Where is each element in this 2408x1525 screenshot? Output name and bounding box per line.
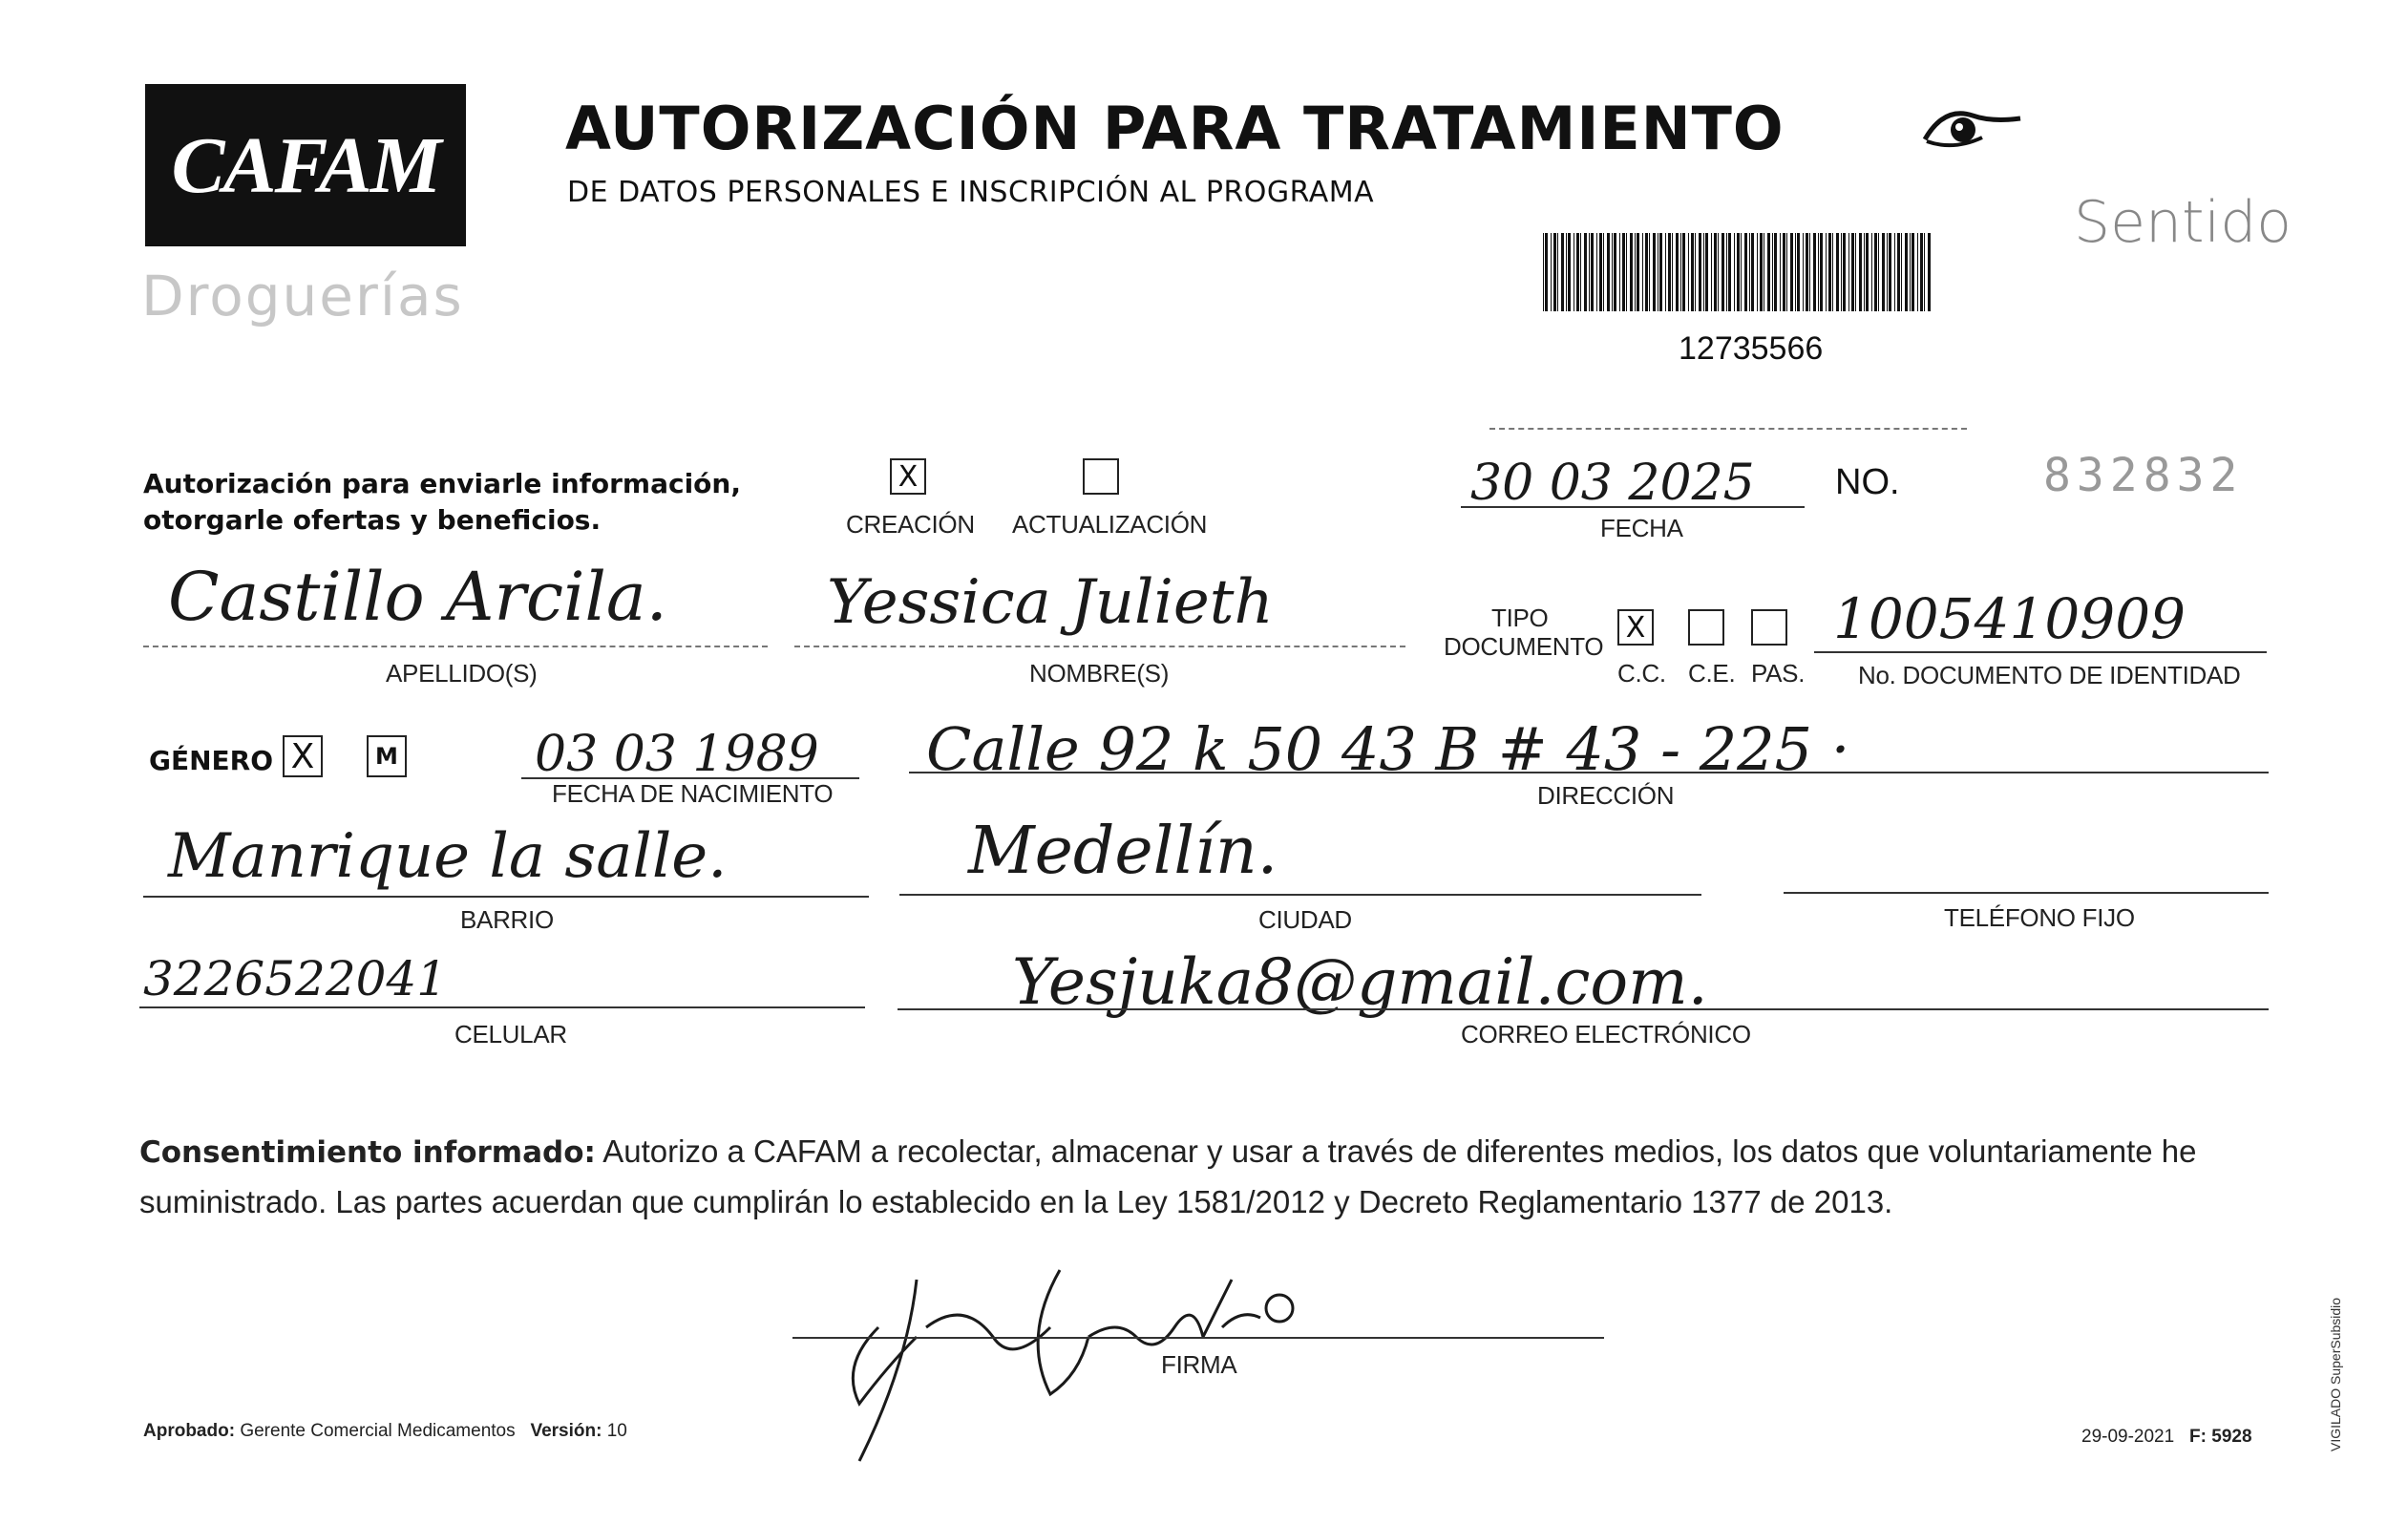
telefono-line[interactable] bbox=[1784, 892, 2269, 894]
program-logo: Sentido bbox=[2074, 189, 2292, 256]
barcode-bar bbox=[1653, 233, 1656, 311]
barcode-bar bbox=[1924, 233, 1925, 311]
nombres-label: NOMBRE(S) bbox=[1029, 659, 1170, 688]
barcode-bar bbox=[1912, 233, 1914, 311]
barcode-bar bbox=[1917, 233, 1918, 311]
barcode-bar bbox=[1820, 233, 1823, 311]
version-label: Versión: bbox=[530, 1421, 602, 1441]
barcode-bar bbox=[1619, 233, 1620, 311]
celular-value[interactable]: 3226522041 bbox=[143, 951, 448, 1006]
barcode-bar bbox=[1832, 233, 1833, 311]
barcode-bar bbox=[1928, 233, 1931, 311]
barcode-bar bbox=[1749, 233, 1750, 311]
ciudad-line bbox=[899, 894, 1701, 896]
barcode-bar bbox=[1882, 233, 1885, 311]
barcode-bar bbox=[1637, 233, 1639, 311]
apellidos-label: APELLIDO(S) bbox=[386, 659, 538, 688]
page-subtitle: DE DATOS PERSONALES E INSCRIPCIÓN AL PROGRAMA bbox=[567, 176, 1375, 209]
auth-text-1: Autorización para enviarle información, bbox=[143, 468, 741, 499]
barcode-bar bbox=[1665, 233, 1666, 311]
barcode-bar bbox=[1813, 233, 1816, 311]
celular-line bbox=[139, 1006, 865, 1008]
nombres-line bbox=[794, 646, 1405, 647]
nombres-value[interactable]: Yessica Julieth bbox=[827, 567, 1274, 638]
signature-drawing bbox=[802, 1222, 1375, 1471]
barcode-bar bbox=[1774, 233, 1777, 311]
barcode-bar bbox=[1645, 233, 1648, 311]
barcode-bar bbox=[1711, 233, 1712, 311]
logo-subtitle: Droguerías bbox=[141, 264, 464, 328]
barcode-bar bbox=[1630, 233, 1633, 311]
barrio-label: BARRIO bbox=[460, 905, 554, 934]
genero-m-label: M bbox=[375, 743, 398, 770]
direccion-line bbox=[909, 772, 2269, 773]
barcode-bar bbox=[1614, 233, 1616, 311]
barcode-bar bbox=[1599, 233, 1602, 311]
tipo-documento-label-1: TIPO bbox=[1491, 604, 1549, 632]
barcode-bar bbox=[1659, 233, 1662, 311]
barcode-bar bbox=[1580, 233, 1581, 311]
barcode-bar bbox=[1603, 233, 1604, 311]
barcode-bar bbox=[1897, 233, 1900, 311]
barcode-bar bbox=[1566, 233, 1567, 311]
barcode-bar bbox=[1889, 233, 1891, 311]
barcode-bar bbox=[1874, 233, 1877, 311]
correo-value[interactable]: Yesjuka8@gmail.com. bbox=[1012, 945, 1708, 1019]
barcode-bar bbox=[1843, 233, 1846, 311]
footer-approved bbox=[143, 1421, 627, 1442]
barcode-bar bbox=[1809, 233, 1810, 311]
footer-date: 29-09-2021 bbox=[2081, 1427, 2175, 1447]
barcode-bar bbox=[1680, 233, 1681, 311]
tipo-documento-label-2: DOCUMENTO bbox=[1444, 632, 1604, 661]
cafam-logo bbox=[145, 84, 466, 246]
pas-checkbox[interactable] bbox=[1751, 609, 1787, 646]
barcode-bar bbox=[1591, 233, 1594, 311]
cc-label: C.C. bbox=[1617, 659, 1666, 688]
footer-code: F: 5928 bbox=[2189, 1427, 2252, 1447]
barcode-bar bbox=[1626, 233, 1627, 311]
barcode-bar bbox=[1806, 233, 1808, 311]
barcode-bar bbox=[1864, 233, 1865, 311]
barcode-bar bbox=[1703, 233, 1704, 311]
direccion-value[interactable]: Calle 92 k 50 43 B # 43 - 225 · bbox=[926, 714, 1850, 784]
logo-text: CAFAM bbox=[171, 120, 440, 210]
auth-text-2: otorgarle ofertas y beneficios. bbox=[143, 504, 602, 536]
documento-value[interactable]: 1005410909 bbox=[1833, 586, 2186, 651]
barcode-bar bbox=[1553, 233, 1556, 311]
barcode-bar bbox=[1688, 233, 1689, 311]
supersubsidio-stamp: VIGILADO SuperSubsidio bbox=[2328, 1297, 2343, 1451]
barcode-bar bbox=[1589, 233, 1590, 311]
barcode-bar bbox=[1714, 233, 1717, 311]
barcode-bar bbox=[1557, 233, 1558, 311]
barcode-bar bbox=[1543, 233, 1544, 311]
actualizacion-label: ACTUALIZACIÓN bbox=[1012, 510, 1208, 539]
creacion-checkbox[interactable] bbox=[890, 458, 926, 495]
fecha-value[interactable]: 30 03 2025 bbox=[1470, 455, 1755, 512]
barcode-bar bbox=[1545, 233, 1548, 311]
barcode-bar bbox=[1744, 233, 1747, 311]
barcode-bar bbox=[1737, 233, 1740, 311]
documento-label: No. DOCUMENTO DE IDENTIDAD bbox=[1858, 661, 2241, 689]
barcode-bar bbox=[1866, 233, 1869, 311]
barcode-bar bbox=[1596, 233, 1597, 311]
barcode-bar bbox=[1551, 233, 1552, 311]
nacimiento-label: FECHA DE NACIMIENTO bbox=[552, 779, 834, 808]
barcode-bar bbox=[1607, 233, 1610, 311]
barcode-bar bbox=[1901, 233, 1902, 311]
genero-label: GÉNERO bbox=[149, 745, 274, 776]
page-title: AUTORIZACIÓN PARA TRATAMIENTO bbox=[565, 94, 1785, 163]
barcode-bar bbox=[1786, 233, 1787, 311]
barcode-bar bbox=[1722, 233, 1724, 311]
consent-paragraph bbox=[139, 1127, 2278, 1227]
barcode-bar bbox=[1836, 233, 1839, 311]
barcode-bar bbox=[1855, 233, 1856, 311]
nacimiento-value[interactable]: 03 03 1989 bbox=[535, 726, 819, 783]
apellidos-line bbox=[143, 646, 768, 647]
signature-line[interactable] bbox=[792, 1337, 1604, 1339]
barcode-bar bbox=[1741, 233, 1742, 311]
ciudad-label: CIUDAD bbox=[1258, 905, 1352, 934]
barcode-bar bbox=[1841, 233, 1842, 311]
barcode-bar bbox=[1751, 233, 1754, 311]
barcode-bar bbox=[1887, 233, 1888, 311]
barcode-bar bbox=[1797, 233, 1800, 311]
barcode-bar bbox=[1803, 233, 1804, 311]
barcode-bar bbox=[1920, 233, 1923, 311]
ce-label: C.E. bbox=[1688, 659, 1736, 688]
barcode-bar bbox=[1695, 233, 1696, 311]
barcode-number: 12735566 bbox=[1679, 330, 1824, 367]
cc-mark: X bbox=[1625, 610, 1646, 645]
fecha-line bbox=[1461, 506, 1805, 508]
barcode-bar bbox=[1760, 233, 1763, 311]
no-label: NO. bbox=[1835, 462, 1900, 502]
barcode-bar bbox=[1635, 233, 1636, 311]
footer-date-code bbox=[2081, 1427, 2252, 1448]
barcode-bar bbox=[1642, 233, 1643, 311]
barcode-bar bbox=[1851, 233, 1854, 311]
aprobado-value: Gerente Comercial Medicamentos bbox=[240, 1421, 516, 1441]
barcode-bar bbox=[1772, 233, 1773, 311]
creacion-label: CREACIÓN bbox=[846, 510, 975, 539]
pas-label: PAS. bbox=[1751, 659, 1806, 688]
barcode-bar bbox=[1780, 233, 1781, 311]
genero-f-mark: X bbox=[290, 736, 315, 776]
no-value: 832832 bbox=[2043, 449, 2244, 502]
barcode-bar bbox=[1848, 233, 1849, 311]
barcode-bar bbox=[1859, 233, 1862, 311]
barcode-bar bbox=[1734, 233, 1735, 311]
barcode-bar bbox=[1699, 233, 1701, 311]
telefono-label: TELÉFONO FIJO bbox=[1944, 903, 2135, 932]
ce-checkbox[interactable] bbox=[1688, 609, 1724, 646]
barcode-bar bbox=[1649, 233, 1650, 311]
version-value: 10 bbox=[606, 1421, 627, 1441]
aprobado-label: Aprobado: bbox=[143, 1421, 236, 1441]
barcode-bar bbox=[1878, 233, 1879, 311]
barcode-bar bbox=[1561, 233, 1564, 311]
barcode-bar bbox=[1691, 233, 1694, 311]
documento-line bbox=[1814, 651, 2267, 653]
consent-title: Consentimiento informado: bbox=[139, 1135, 596, 1170]
barcode-bar bbox=[1576, 233, 1579, 311]
barrio-value[interactable]: Manrique la salle. bbox=[168, 821, 728, 892]
top-dashed-line bbox=[1489, 428, 1967, 430]
signature-label: FIRMA bbox=[1161, 1350, 1237, 1379]
barcode-bar bbox=[1612, 233, 1613, 311]
fecha-label: FECHA bbox=[1600, 514, 1683, 542]
barcode-bar bbox=[1905, 233, 1908, 311]
barcode-bar bbox=[1682, 233, 1685, 311]
actualizacion-checkbox[interactable] bbox=[1083, 458, 1119, 495]
barcode-bar bbox=[1767, 233, 1770, 311]
barcode-bar bbox=[1828, 233, 1831, 311]
eye-icon bbox=[1915, 92, 2030, 159]
ciudad-value[interactable]: Medellín. bbox=[968, 814, 1278, 889]
barcode-bar bbox=[1910, 233, 1911, 311]
creacion-mark: X bbox=[898, 459, 919, 494]
celular-label: CELULAR bbox=[454, 1020, 567, 1048]
barcode-bar bbox=[1668, 233, 1671, 311]
barcode bbox=[1543, 233, 1933, 311]
barcode-bar bbox=[1757, 233, 1758, 311]
barrio-line bbox=[143, 896, 869, 898]
barcode-bar bbox=[1622, 233, 1625, 311]
barcode-bar bbox=[1718, 233, 1719, 311]
barcode-bar bbox=[1894, 233, 1895, 311]
consent-body: Autorizo a CAFAM a recolectar, almacenar y usar a través de diferentes medios, los datos que voluntariamente he suministrado. Las partes acuerdan que cumplirán lo establecido en la Ley 1581/2012 y Decreto Reglamentario 1377 de 2013. bbox=[139, 1133, 2197, 1219]
barcode-bar bbox=[1728, 233, 1731, 311]
barcode-bar bbox=[1790, 233, 1793, 311]
direccion-label: DIRECCIÓN bbox=[1537, 781, 1675, 810]
barcode-bar bbox=[1672, 233, 1673, 311]
genero-f-checkbox[interactable] bbox=[283, 735, 323, 777]
barcode-bar bbox=[1584, 233, 1587, 311]
barcode-bar bbox=[1726, 233, 1727, 311]
correo-line bbox=[898, 1008, 2269, 1010]
barcode-bar bbox=[1871, 233, 1872, 311]
genero-m-checkbox[interactable] bbox=[367, 735, 407, 777]
barcode-bar bbox=[1783, 233, 1785, 311]
barcode-bar bbox=[1676, 233, 1679, 311]
barcode-bar bbox=[1568, 233, 1571, 311]
barcode-bar bbox=[1826, 233, 1827, 311]
barcode-bar bbox=[1818, 233, 1819, 311]
barcode-bar bbox=[1705, 233, 1708, 311]
correo-label: CORREO ELECTRÓNICO bbox=[1461, 1020, 1751, 1048]
apellidos-value[interactable]: Castillo Arcila. bbox=[168, 558, 667, 636]
cc-checkbox[interactable] bbox=[1617, 609, 1654, 646]
barcode-bar bbox=[1795, 233, 1796, 311]
